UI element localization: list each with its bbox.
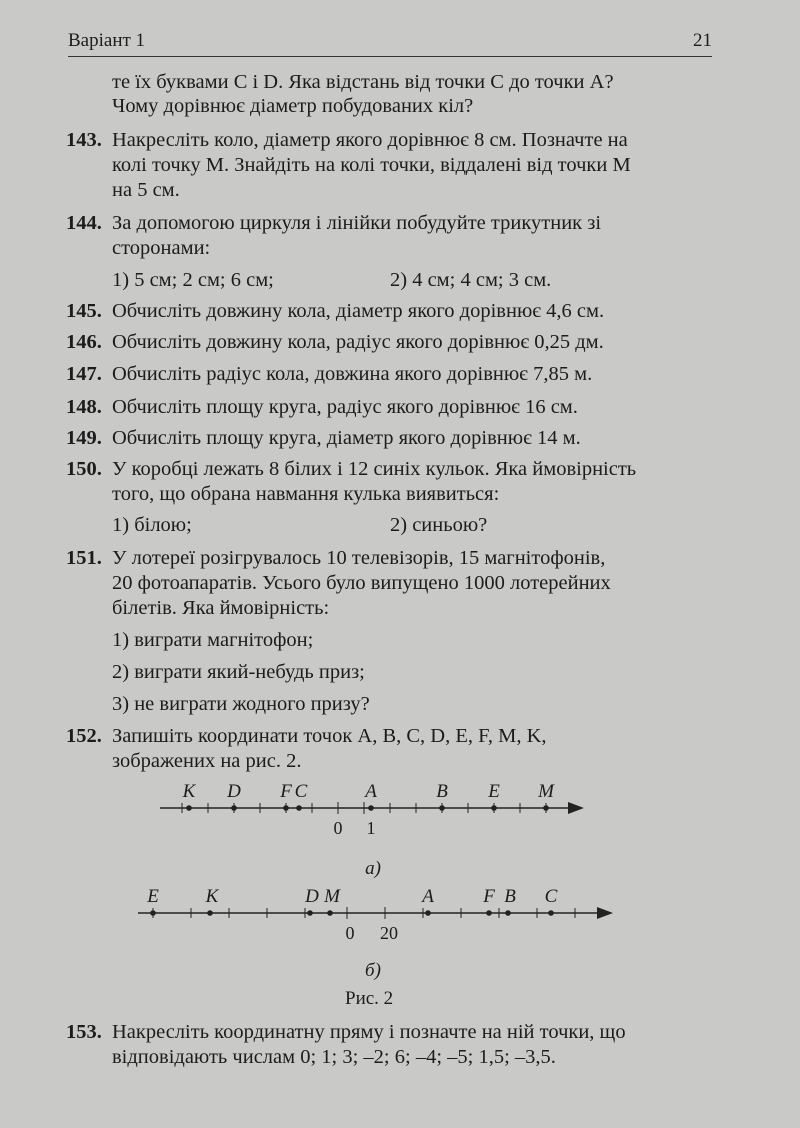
problem-152-line-1: Запишіть координати точок A, B, C, D, E, F, M, K, (112, 725, 547, 747)
line-a-point-a-dot (368, 805, 374, 811)
problem-150-option-1: 1) білою; (112, 514, 192, 536)
problem-144-option-1: 1) 5 см; 2 см; 6 см; (112, 269, 274, 291)
problem-151-option-2: 2) виграти який-небудь приз; (112, 661, 365, 683)
problem-149-text: Обчисліть площу круга, діаметр якого дорівнює 14 м. (112, 427, 581, 449)
line-a-label-m: M (538, 781, 554, 802)
line-b-point-c-dot (548, 910, 554, 916)
intro-line-1: те їх буквами C і D. Яка відстань від точки C до точки A? (112, 71, 614, 93)
problem-145-number: 145. (66, 300, 102, 322)
line-b-point-e-dot (150, 910, 156, 916)
problem-143-line-3: на 5 см. (112, 179, 180, 201)
line-b-point-m-dot (327, 910, 333, 916)
problem-143-line-2: колі точку M. Знайдіть на колі точки, віддалені від точки M (112, 154, 631, 176)
line-a-label-e: E (488, 781, 500, 802)
problem-147-number: 147. (66, 363, 102, 385)
line-a-point-f-dot (283, 805, 289, 811)
problem-153-line-2: відповідають числам 0; 1; 3; –2; 6; –4; –5; 1,5; –3,5. (112, 1046, 556, 1068)
problem-152-line-2: зображених на рис. 2. (112, 750, 302, 772)
problem-146-number: 146. (66, 331, 102, 353)
line-b-label-k: K (205, 886, 219, 907)
problem-144-line-1: За допомогою циркуля і лінійки побудуйте трикутник зі (112, 212, 602, 234)
line-b-label-c: C (544, 886, 558, 907)
problem-151-line-2: 20 фотоапаратів. Усього було випущено 1000 лотерейних (112, 572, 611, 594)
line-b-label-f: F (483, 886, 495, 907)
problem-143-line-1: Накресліть коло, діаметр якого дорівнює 8 см. Позначте на (112, 129, 628, 151)
problem-151-line-3: білетів. Яка ймовірність: (112, 597, 330, 619)
problem-143-number: 143. (66, 129, 102, 151)
problem-144-number: 144. (66, 212, 102, 234)
line-b-label-d: D (305, 886, 319, 907)
line-b-origin-label: 0 (345, 923, 355, 943)
number-line-b-arrow (597, 907, 613, 919)
problem-150-line-2: того, що обрана навмання кулька виявиться: (112, 483, 500, 505)
line-a-point-m-dot (543, 805, 549, 811)
line-b-point-d-dot (307, 910, 313, 916)
line-b-label-e: E (147, 886, 159, 907)
line-b-label-m: M (324, 886, 340, 907)
line-a-point-c-dot (296, 805, 302, 811)
problem-152-number: 152. (66, 725, 102, 747)
problem-151-option-3: 3) не виграти жодного призу? (112, 693, 370, 715)
problem-149-number: 149. (66, 427, 102, 449)
figure-caption: Рис. 2 (345, 988, 394, 1009)
line-a-label-b: B (436, 781, 448, 802)
line-a-label-c: C (294, 781, 308, 802)
problem-153-number: 153. (66, 1021, 102, 1043)
line-b-point-f-dot (486, 910, 492, 916)
problem-150-option-2: 2) синьою? (390, 514, 488, 536)
problem-153-line-1: Накресліть координатну пряму і позначте на ній точки, що (112, 1021, 626, 1043)
problem-148-number: 148. (66, 396, 102, 418)
problem-146-text: Обчисліть довжину кола, радіус якого дорівнює 0,25 дм. (112, 331, 604, 353)
page-number: 21 (693, 30, 712, 51)
line-a-unit-label: 1 (366, 818, 376, 838)
line-b-point-a-dot (425, 910, 431, 916)
line-a-point-k-dot (186, 805, 192, 811)
line-a-point-b-dot (439, 805, 445, 811)
problem-151-line-1: У лотереї розігрувалось 10 телевізорів, 15 магнітофонів, (112, 547, 606, 569)
line-a-point-e-dot (491, 805, 497, 811)
line-a-label-k: K (182, 781, 196, 802)
number-line-a-arrow (568, 802, 584, 814)
line-b-label-b: B (504, 886, 516, 907)
variant-title: Варіант 1 (68, 30, 146, 51)
line-a-label-f: F (280, 781, 292, 802)
problem-151-option-1: 1) виграти магнітофон; (112, 629, 314, 651)
line-b-sublabel: б) (365, 960, 381, 981)
problem-150-number: 150. (66, 458, 102, 480)
line-a-origin-label: 0 (333, 818, 343, 838)
problem-147-text: Обчисліть радіус кола, довжина якого дорівнює 7,85 м. (112, 363, 593, 385)
problem-145-text: Обчисліть довжину кола, діаметр якого дорівнює 4,6 см. (112, 300, 605, 322)
line-a-label-a: A (365, 781, 377, 802)
line-b-label-a: A (422, 886, 434, 907)
line-a-point-d-dot (231, 805, 237, 811)
problem-150-line-1: У коробці лежать 8 білих і 12 синіх кульок. Яка ймовірність (112, 458, 637, 480)
problem-151-number: 151. (66, 547, 102, 569)
line-b-point-b-dot (505, 910, 511, 916)
problem-144-option-2: 2) 4 см; 4 см; 3 см. (390, 269, 552, 291)
line-a-label-d: D (227, 781, 241, 802)
line-b-point-k-dot (207, 910, 213, 916)
problem-148-text: Обчисліть площу круга, радіус якого дорівнює 16 см. (112, 396, 578, 418)
intro-line-2: Чому дорівнює діаметр побудованих кіл? (112, 95, 474, 117)
line-a-sublabel: а) (365, 858, 381, 879)
problem-144-line-2: сторонами: (112, 237, 211, 259)
line-b-unit-label: 20 (380, 923, 398, 943)
